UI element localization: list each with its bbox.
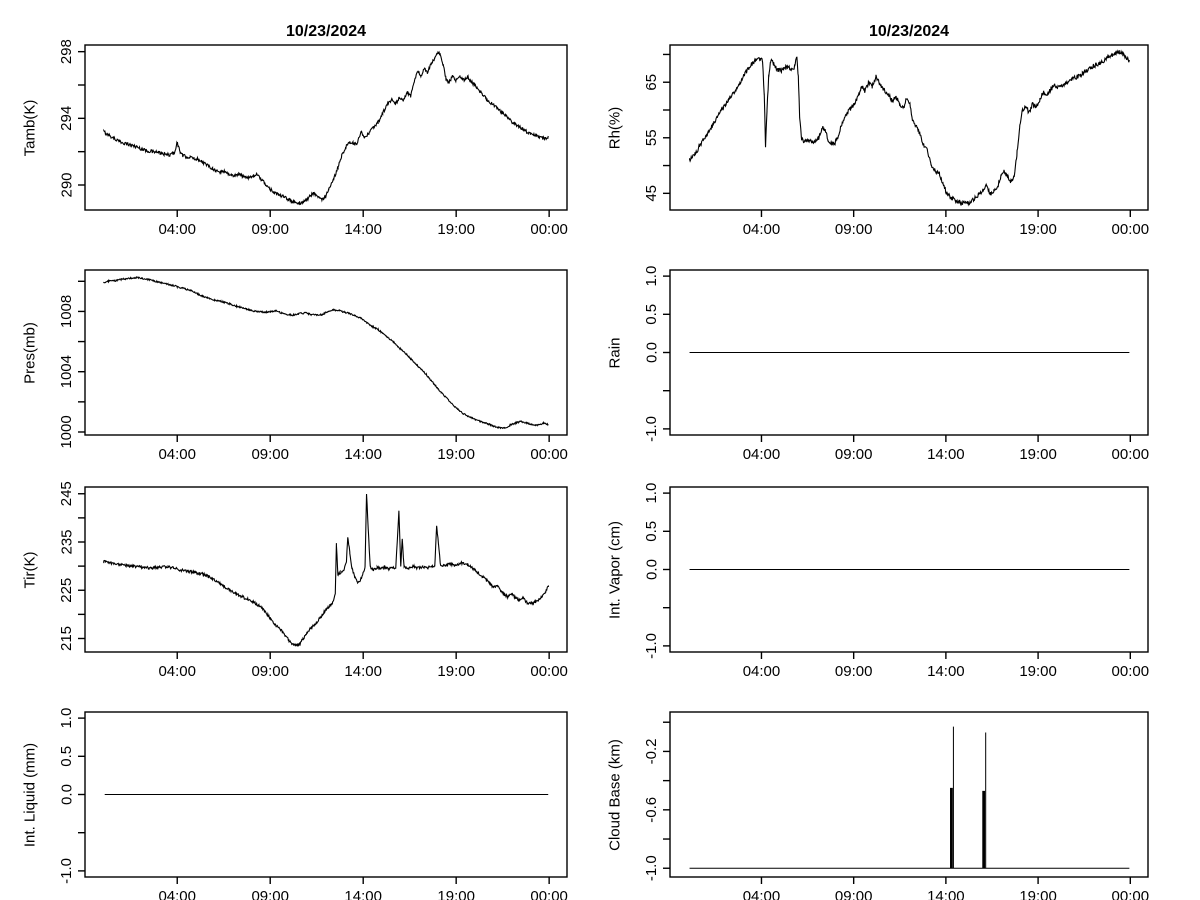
y-axis-label: Tamb(K) [21, 99, 39, 157]
y-axis-label: Rain [606, 337, 624, 369]
panel-int-liquid [0, 675, 600, 900]
svg-text:14:00: 14:00 [927, 663, 965, 680]
panel-title: 10/23/2024 [868, 23, 950, 40]
svg-text:-0.6: -0.6 [643, 796, 661, 823]
y-axis-label: Int. Liquid (mm) [21, 742, 39, 848]
svg-text:-1.0: -1.0 [58, 857, 76, 884]
svg-text:14:00: 14:00 [927, 888, 965, 900]
y-axis-label: Cloud Base (km) [606, 739, 624, 851]
svg-text:245: 245 [58, 481, 76, 507]
svg-text:19:00: 19:00 [1019, 446, 1057, 463]
panel-tir [0, 450, 600, 680]
svg-text:04:00: 04:00 [158, 663, 197, 680]
svg-text:290: 290 [58, 172, 76, 198]
svg-text:19:00: 19:00 [437, 221, 475, 238]
svg-text:04:00: 04:00 [742, 221, 781, 238]
svg-text:04:00: 04:00 [158, 446, 197, 463]
svg-text:55: 55 [643, 129, 661, 147]
plot-area-int-vapor [600, 450, 1200, 680]
svg-text:00:00: 00:00 [530, 446, 568, 463]
svg-text:0.0: 0.0 [643, 342, 661, 363]
svg-text:0.5: 0.5 [643, 303, 661, 325]
svg-text:04:00: 04:00 [742, 888, 781, 900]
svg-text:09:00: 09:00 [251, 446, 289, 463]
plot-area-pres [0, 225, 600, 463]
panel-rh [600, 0, 1200, 238]
svg-text:0.5: 0.5 [643, 520, 661, 542]
svg-text:09:00: 09:00 [834, 221, 873, 238]
panel-title: 10/23/2024 [285, 23, 367, 40]
svg-text:225: 225 [58, 577, 76, 603]
svg-text:1004: 1004 [58, 355, 76, 389]
svg-text:215: 215 [58, 625, 76, 652]
svg-text:09:00: 09:00 [251, 221, 289, 238]
svg-text:0.0: 0.0 [58, 784, 76, 805]
svg-text:1.0: 1.0 [643, 482, 661, 504]
svg-text:09:00: 09:00 [834, 663, 873, 680]
svg-text:-1.0: -1.0 [643, 632, 661, 659]
svg-text:04:00: 04:00 [158, 888, 197, 900]
svg-text:14:00: 14:00 [344, 221, 382, 238]
svg-text:19:00: 19:00 [437, 663, 475, 680]
svg-text:1008: 1008 [58, 294, 76, 329]
y-axis-label: Int. Vapor (cm) [606, 520, 624, 620]
plot-area-int-liquid [0, 675, 600, 900]
svg-text:0.0: 0.0 [643, 559, 661, 580]
svg-text:235: 235 [58, 529, 76, 555]
svg-text:14:00: 14:00 [927, 221, 965, 238]
svg-text:00:00: 00:00 [1111, 663, 1150, 680]
plot-area-cloud-base [600, 675, 1200, 900]
svg-text:0.5: 0.5 [58, 745, 76, 767]
panel-tamb [0, 0, 600, 238]
panel-pres [0, 225, 600, 463]
svg-text:14:00: 14:00 [344, 888, 382, 900]
svg-text:04:00: 04:00 [742, 446, 781, 463]
panel-int-vapor [600, 450, 1200, 680]
svg-text:45: 45 [643, 184, 661, 202]
svg-text:14:00: 14:00 [344, 663, 382, 680]
svg-text:1.0: 1.0 [58, 707, 76, 729]
svg-text:09:00: 09:00 [251, 663, 289, 680]
svg-text:1000: 1000 [58, 415, 76, 449]
svg-text:19:00: 19:00 [1019, 221, 1057, 238]
svg-text:00:00: 00:00 [1111, 888, 1150, 900]
svg-text:1.0: 1.0 [643, 265, 661, 287]
plot-area-tir [0, 450, 600, 680]
svg-text:19:00: 19:00 [437, 888, 475, 900]
svg-text:04:00: 04:00 [742, 663, 781, 680]
svg-text:-1.0: -1.0 [643, 415, 661, 442]
svg-text:09:00: 09:00 [834, 446, 873, 463]
panel-cloud-base [600, 675, 1200, 900]
svg-text:298: 298 [58, 39, 76, 65]
svg-text:65: 65 [643, 73, 661, 91]
svg-text:00:00: 00:00 [1111, 221, 1150, 238]
panel-rain [600, 225, 1200, 463]
svg-text:14:00: 14:00 [344, 446, 382, 463]
svg-text:19:00: 19:00 [1019, 663, 1057, 680]
plot-area-rain [600, 225, 1200, 463]
svg-text:-0.2: -0.2 [643, 738, 661, 765]
y-axis-label: Rh(%) [606, 106, 624, 150]
svg-text:09:00: 09:00 [251, 888, 289, 900]
svg-text:00:00: 00:00 [530, 888, 568, 900]
svg-text:09:00: 09:00 [834, 888, 873, 900]
y-axis-label: Pres(mb) [21, 322, 39, 384]
svg-text:19:00: 19:00 [437, 446, 475, 463]
svg-text:294: 294 [58, 105, 76, 131]
svg-text:19:00: 19:00 [1019, 888, 1057, 900]
y-axis-label: Tir(K) [21, 551, 39, 589]
plot-area-tamb [0, 0, 600, 238]
svg-text:00:00: 00:00 [530, 221, 568, 238]
svg-text:-1.0: -1.0 [643, 855, 661, 882]
svg-text:00:00: 00:00 [1111, 446, 1150, 463]
svg-text:00:00: 00:00 [530, 663, 568, 680]
plot-area-rh [600, 0, 1200, 238]
svg-text:14:00: 14:00 [927, 446, 965, 463]
svg-text:04:00: 04:00 [158, 221, 197, 238]
